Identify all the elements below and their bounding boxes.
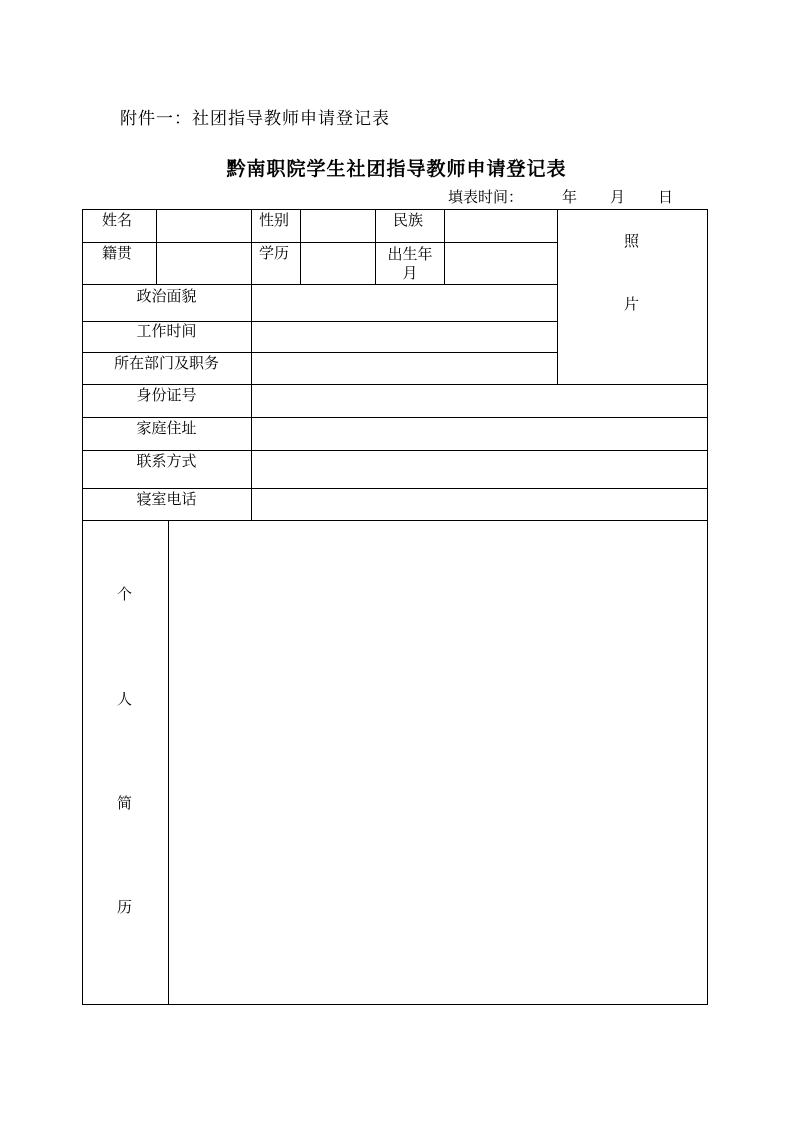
education-label: 学历 (259, 244, 290, 262)
fill-time-label: 填表时间： (448, 188, 524, 206)
photo-label-line2: 片 (624, 295, 640, 313)
form-title: 黔南职院学生社团指导教师申请登记表 (226, 158, 567, 180)
political-status-field[interactable] (252, 285, 556, 320)
name-field[interactable] (157, 210, 250, 241)
dorm-phone-field[interactable] (252, 489, 707, 519)
photo-label-line1: 照 (624, 232, 640, 250)
row-line (82, 1004, 708, 1005)
resume-field[interactable] (169, 521, 707, 1003)
contact-label: 联系方式 (136, 452, 197, 470)
work-time-label: 工作时间 (136, 322, 197, 340)
ethnicity-field[interactable] (445, 210, 556, 241)
contact-field[interactable] (252, 451, 707, 487)
photo-field[interactable] (558, 210, 707, 383)
education-field[interactable] (301, 243, 374, 283)
attachment-label: 附件一：社团指导教师申请登记表 (120, 109, 390, 129)
resume-char-2: 人 (117, 690, 133, 708)
id-number-label: 身份证号 (136, 386, 197, 404)
home-address-label: 家庭住址 (136, 419, 197, 437)
home-address-field[interactable] (252, 418, 707, 449)
native-place-field[interactable] (157, 243, 250, 283)
dorm-phone-label: 寝室电话 (136, 490, 197, 508)
fill-day-label: 日 (658, 188, 674, 206)
birth-label-line2: 月 (402, 264, 418, 282)
native-place-label: 籍贯 (102, 244, 133, 262)
department-position-field[interactable] (252, 353, 556, 383)
political-status-label: 政治面貌 (136, 287, 197, 305)
resume-char-1: 个 (117, 585, 133, 603)
birth-label-line1: 出生年 (387, 245, 433, 263)
fill-month-label: 月 (610, 188, 626, 206)
ethnicity-label: 民族 (393, 211, 424, 229)
department-position-label: 所在部门及职务 (113, 354, 219, 372)
gender-label: 性别 (259, 211, 290, 229)
resume-char-4: 历 (117, 898, 133, 916)
birth-field[interactable] (445, 243, 556, 283)
name-label: 姓名 (102, 211, 133, 229)
gender-field[interactable] (301, 210, 374, 241)
id-number-field[interactable] (252, 385, 707, 416)
fill-year-label: 年 (562, 188, 578, 206)
resume-char-3: 简 (117, 794, 133, 812)
work-time-field[interactable] (252, 322, 556, 351)
